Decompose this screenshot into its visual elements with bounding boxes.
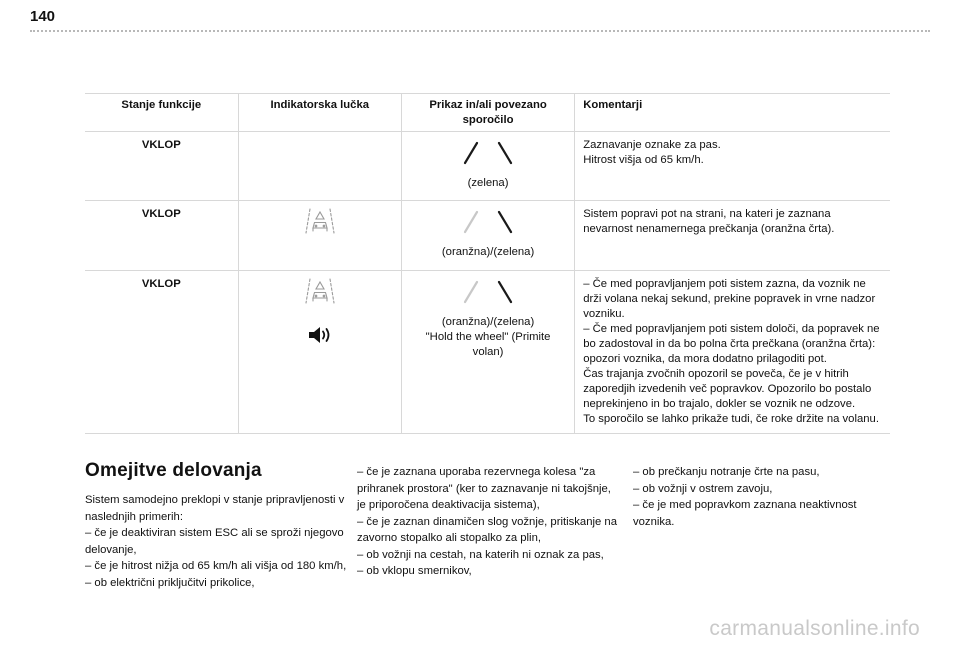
function-status-table <box>85 93 890 434</box>
state-cell: VKLOP <box>85 201 238 271</box>
header-indicator-lamp: Indikatorska lučka <box>238 94 401 132</box>
header-function-state: Stanje funkcije <box>85 94 238 132</box>
lane-lines-icon <box>453 207 523 237</box>
display-caption: "Hold the wheel" (Primite volan) <box>425 331 551 358</box>
list-item: – ob vožnji v ostrem zavoju, <box>633 482 773 495</box>
limitations-column-1 <box>85 458 350 591</box>
lane-keep-assist-warning-icon <box>303 277 337 305</box>
comment-line: Čas trajanja zvočnih opozoril se poveča, če je v hitrih zaporedjih izvedenih več popravkov. Opozorilo bo postalo neprekinjeno in bo trajalo, dokler se voznik ne odzove. <box>583 368 872 410</box>
state-cell: VKLOP <box>85 132 238 201</box>
list-item: – če je hitrost nižja od 65 km/h ali višja od 180 km/h, <box>85 560 347 572</box>
header-display-message: Prikaz in/ali povezano sporočilo <box>401 94 574 132</box>
paragraph: Sistem samodejno preklopi v stanje pripravljenosti v naslednjih primerih: <box>85 494 345 523</box>
watermark: carmanualsonline.info <box>709 617 920 640</box>
list-item: – ob prečkanju notranje črte na pasu, <box>633 466 820 478</box>
display-caption: (oranžna)/(zelena) <box>441 316 535 328</box>
table-row <box>85 132 890 201</box>
list-item: – ob električni priključitvi prikolice, <box>85 576 255 589</box>
table-row <box>85 201 890 271</box>
lane-keep-assist-warning-icon <box>303 207 337 235</box>
list-item: – ob vožnji na cestah, na katerih ni oznak za pas, <box>357 548 604 561</box>
comment-line: Zaznavanje oznake za pas. <box>583 139 721 151</box>
indicator-cell <box>238 271 401 434</box>
left-lane-line <box>465 212 477 232</box>
speaker-sound-icon <box>305 324 335 346</box>
comment-line: To sporočilo se lahko prikaže tudi, če roke držite na volanu. <box>583 413 879 425</box>
right-lane-line <box>499 143 511 163</box>
list-item: – če je med popravkom zaznana neaktivnost voznika. <box>633 499 857 528</box>
display-caption: (zelena) <box>467 177 509 189</box>
left-lane-line <box>465 143 477 163</box>
limitations-column-3 <box>633 464 898 530</box>
comment-line: – Če med popravljanjem poti sistem zazna, da voznik ne drži volana nekaj sekund, prekine popravek in vrne nadzor vozniku. <box>583 278 876 320</box>
page-number: 140 <box>30 8 56 25</box>
list-item: – če je zaznana uporaba rezervnega kolesa "za prihranek prostora" (ker to zaznavanje ni takojšnje, je priporočena deaktivacija sistema), <box>357 466 611 511</box>
lane-lines-icon <box>453 138 523 168</box>
state-cell: VKLOP <box>85 271 238 434</box>
comment-cell <box>575 201 890 271</box>
section-title: Omejitve delovanja <box>85 460 262 481</box>
display-cell <box>401 271 574 434</box>
list-item: – če je deaktiviran sistem ESC ali se sproži njegovo delovanje, <box>85 527 344 556</box>
indicator-cell <box>238 201 401 271</box>
comment-line: Hitrost višja od 65 km/h. <box>583 154 704 166</box>
right-lane-line <box>499 212 511 232</box>
comment-cell <box>575 271 890 434</box>
indicator-cell-empty <box>238 132 401 201</box>
table-header-row <box>85 94 890 132</box>
display-cell <box>401 201 574 271</box>
lane-lines-icon <box>453 277 523 307</box>
header-divider <box>30 30 930 32</box>
limitations-column-2 <box>357 464 622 580</box>
header-comments: Komentarji <box>575 94 890 132</box>
table-row <box>85 271 890 434</box>
comment-line: Sistem popravi pot na strani, na kateri je zaznana nevarnost nenamernega prečkanja (oranžna črta). <box>583 208 835 235</box>
comment-line: – Če med popravljanjem poti sistem določi, da popravek ne bo zadostoval in da bo polna črta prečkana (oranžna črta): opozori voznika, da mora dodatno prilagoditi pot. <box>583 323 880 365</box>
right-lane-line <box>499 282 511 302</box>
comment-cell <box>575 132 890 201</box>
display-cell <box>401 132 574 201</box>
left-lane-line <box>465 282 477 302</box>
display-caption: (oranžna)/(zelena) <box>441 246 535 258</box>
list-item: – če je zaznan dinamičen slog vožnje, pritiskanje na zavorno stopalko ali stopalko za plin, <box>357 515 617 544</box>
list-item: – ob vklopu smernikov, <box>357 565 472 577</box>
